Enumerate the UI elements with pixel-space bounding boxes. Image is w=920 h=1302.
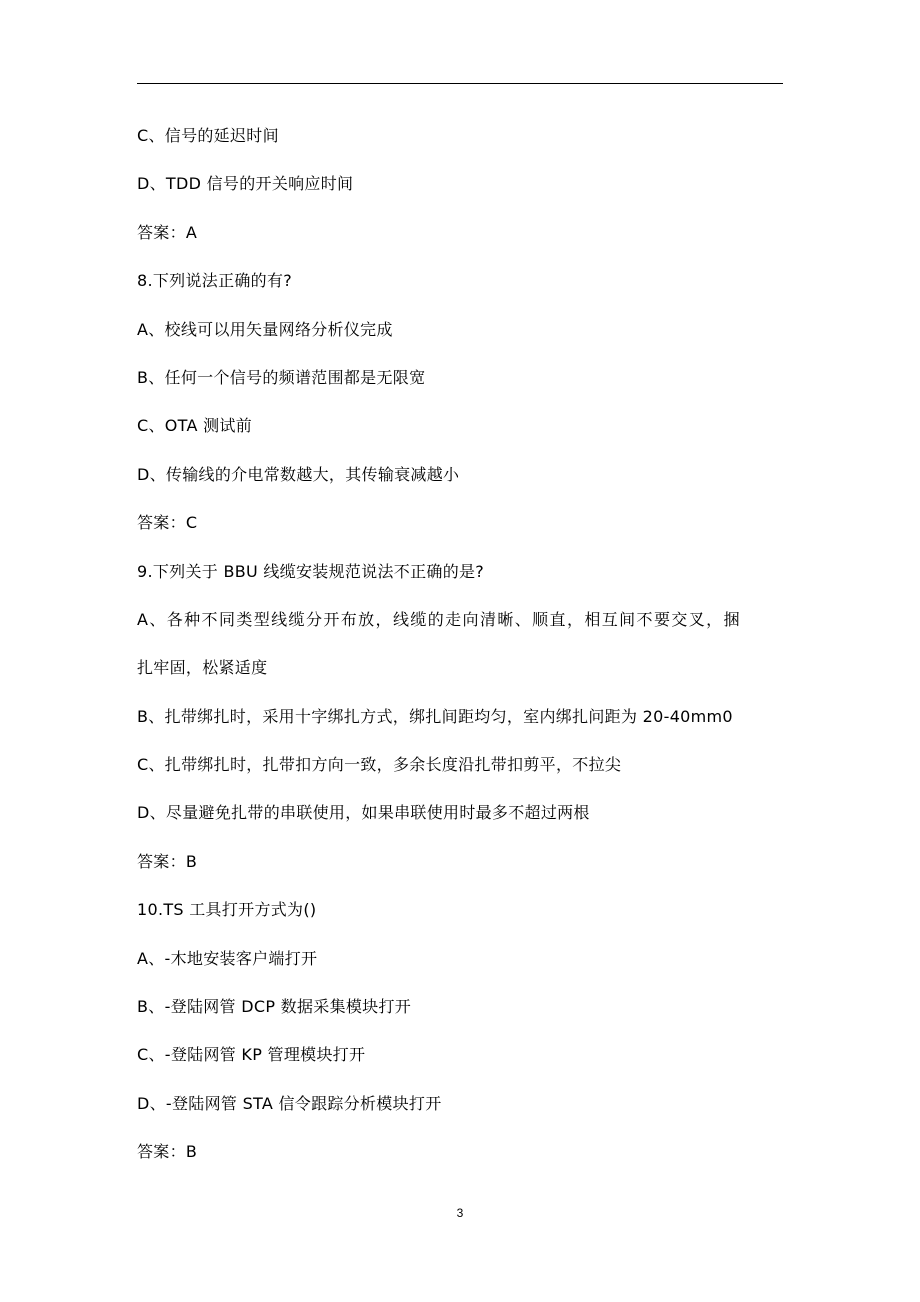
option-b-q9: B、扎带绑扎时，采用十字绑扎方式，绑扎间距均匀，室内绑扎问距为 20-40mm0 (137, 706, 733, 726)
page-number: 3 (456, 1206, 464, 1220)
question-9: 9.下列关于 BBU 线缆安装规范说法不正确的是? (137, 561, 485, 581)
question-10: 10.TS 工具打开方式为() (137, 900, 317, 920)
option-c-q10: C、-登陆网管 KP 管理模块打开 (137, 1045, 366, 1065)
answer-q10: 答案：B (137, 1142, 198, 1162)
answer-q9: 答案：B (137, 851, 198, 871)
header-rule (137, 83, 783, 84)
option-a-q9-line2: 扎牢固，松紧适度 (137, 658, 268, 678)
option-c-q7: C、信号的延迟时间 (137, 126, 279, 145)
question-8: 8.下列说法正确的有? (137, 271, 293, 291)
option-d-q7: D、TDD 信号的开关响应时间 (137, 174, 354, 194)
answer-q8: 答案：C (137, 513, 198, 533)
answer-q7: 答案：A (137, 222, 198, 242)
option-d-q9: D、尽量避免扎带的串联使用，如果串联使用时最多不超过两根 (137, 803, 590, 823)
option-b-q8: B、任何一个信号的频谱范围都是无限宽 (137, 367, 426, 387)
option-d-q8: D、传输线的介电常数越大，其传输衰减越小 (137, 464, 460, 484)
page-content (137, 112, 797, 1177)
option-d-q10: D、-登陆网管 STA 信令跟踪分析模块打开 (137, 1093, 442, 1113)
option-a-q8: A、校线可以用矢量网络分析仪完成 (137, 319, 393, 339)
option-b-q10: B、-登陆网管 DCP 数据采集模块打开 (137, 997, 412, 1017)
option-c-q8: C、OTA 测试前 (137, 416, 253, 436)
option-a-q10: A、-木地安装客户端打开 (137, 948, 318, 968)
option-a-q9-line1: A、各种不同类型线缆分开布放，线缆的走向清晰、顺直，相互间不要交叉，捆 (137, 609, 741, 629)
option-c-q9: C、扎带绑扎时，扎带扣方向一致，多余长度沿扎带扣剪平，不拉尖 (137, 755, 622, 775)
